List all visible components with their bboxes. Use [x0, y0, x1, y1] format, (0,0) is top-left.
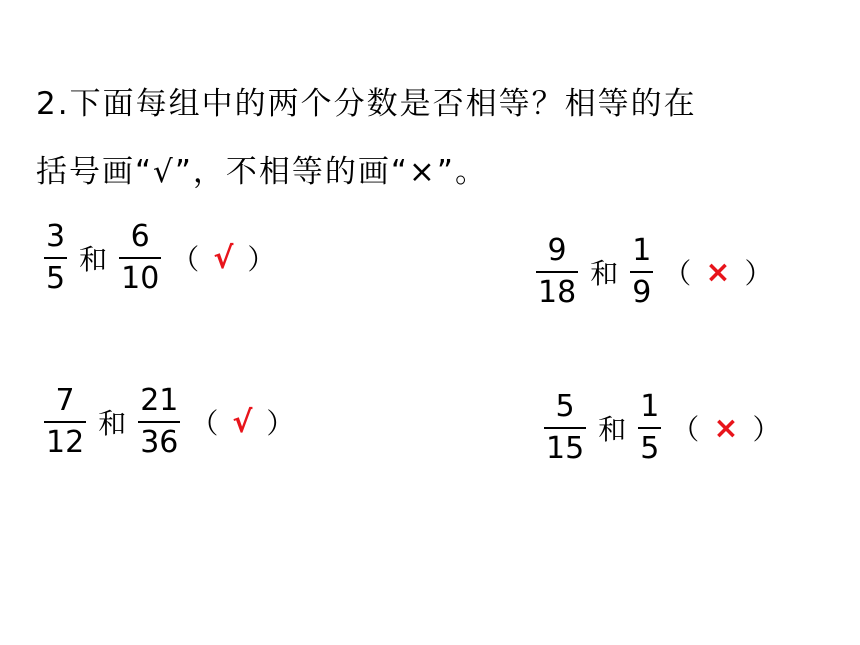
fraction-b — [630, 233, 653, 310]
and-label: 和 — [79, 243, 108, 276]
and-label: 和 — [598, 413, 627, 446]
denominator: 5 — [46, 261, 66, 296]
close-paren: ） — [247, 243, 276, 276]
close-paren: ） — [744, 257, 773, 290]
fraction-b — [138, 383, 180, 460]
denominator: 12 — [46, 425, 85, 460]
numerator: 9 — [547, 233, 567, 268]
numerator: 21 — [140, 383, 179, 418]
denominator: 9 — [632, 275, 652, 310]
denominator: 15 — [546, 431, 585, 466]
answer-bracket — [190, 402, 294, 442]
fraction-pair-4 — [544, 389, 781, 466]
denominator: 18 — [538, 275, 577, 310]
answer-mark: × — [713, 410, 739, 446]
answer-mark: × — [705, 254, 731, 290]
numerator: 1 — [640, 389, 660, 424]
open-paren: （ — [663, 257, 692, 290]
answer-bracket — [663, 252, 772, 292]
denominator: 36 — [140, 425, 179, 460]
answer-bracket — [671, 408, 780, 448]
fraction-a — [44, 219, 67, 296]
numerator: 3 — [46, 219, 66, 254]
fraction-b — [119, 219, 161, 296]
fraction-a — [44, 383, 86, 460]
answer-mark: √ — [232, 404, 253, 440]
numerator: 5 — [555, 389, 575, 424]
question-line-2: 括号画“√”，不相等的画“×”。 — [36, 154, 488, 190]
and-label: 和 — [590, 257, 619, 290]
denominator: 5 — [640, 431, 660, 466]
answer-mark: √ — [213, 240, 234, 276]
fraction-pair-2 — [536, 233, 773, 310]
fraction-pair-3 — [44, 383, 295, 460]
denominator: 10 — [121, 261, 160, 296]
numerator: 1 — [632, 233, 652, 268]
answer-bracket — [171, 238, 275, 278]
fraction-pair-1 — [44, 219, 276, 296]
fraction-a — [536, 233, 578, 310]
open-paren: （ — [671, 413, 700, 446]
question-line-1: 2.下面每组中的两个分数是否相等？相等的在 — [36, 86, 697, 122]
numerator: 7 — [55, 383, 75, 418]
fraction-b — [638, 389, 661, 466]
and-label: 和 — [98, 407, 127, 440]
open-paren: （ — [190, 407, 219, 440]
close-paren: ） — [266, 407, 295, 440]
open-paren: （ — [171, 243, 200, 276]
close-paren: ） — [752, 413, 781, 446]
fraction-a — [544, 389, 586, 466]
numerator: 6 — [130, 219, 150, 254]
